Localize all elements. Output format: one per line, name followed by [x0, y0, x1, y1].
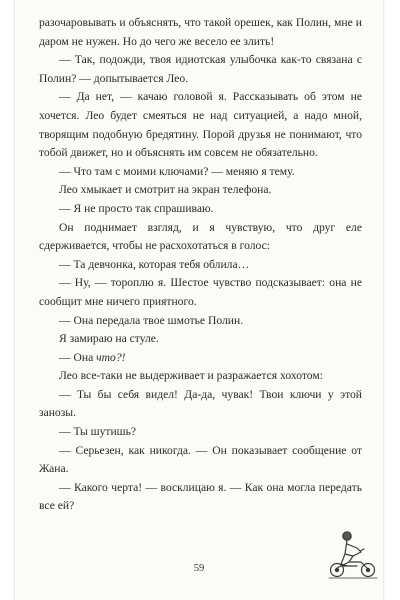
paragraph-5: Лео хмыкает и смотрит на экран телефона.	[59, 183, 272, 197]
paragraph-8: — Та девчонка, которая тебя облила…	[59, 257, 250, 271]
paragraph-12-lead: — Она	[59, 350, 97, 364]
paragraph-7: Он поднимает взгляд, и я чувствую, что друг еле сдерживается, чтобы не расхохотаться в голос:	[39, 220, 362, 253]
paragraph-11: Я замираю на стуле.	[59, 332, 159, 346]
paragraph-17: — Какого черта! — восклицаю я. — Как она могла передать все ей?	[39, 480, 362, 513]
paragraph-12	[39, 349, 362, 368]
paragraph-14: — Ты бы себя видел! Да-да, чувак! Твои ключи у этой занозы.	[39, 387, 362, 420]
paragraph-13: Лео все-таки не выдерживает и разражается хохотом:	[59, 369, 323, 383]
paragraph-10: — Она передала твое шмотье Полин.	[59, 313, 244, 327]
paragraph-6: — Я не просто так спрашиваю.	[59, 201, 214, 215]
book-page	[14, 0, 384, 600]
paragraph-3: — Да нет, — качаю головой я. Рассказывать об этом не хочется. Лео будет смеяться не над ситуацией, а надо мной, творящим подобную бредятину. Порой друзья не понимают, что тобой движет, но и объяснять им совсем не обязательно.	[39, 90, 362, 160]
paragraph-12-emphasis: что?!	[96, 350, 126, 364]
paragraph-2: — Так, подожди, твоя идиотская улыбочка как-то связана с Полин? — допытывается Лео.	[39, 53, 362, 85]
paragraph-4: — Что там с моими ключами? — меняю я тему.	[59, 164, 295, 178]
paragraph-15: — Ты шутишь?	[59, 425, 137, 439]
page-body-text	[39, 14, 362, 516]
paragraph-9: — Ну, — тороплю я. Шестое чувство подсказывает: она не сообщит мне ничего приятного.	[39, 276, 362, 308]
paragraph-1: разочаровывать и объяснять, что такой орешек, как Полин, мне и даром не нужен. Но до чего же весело ее злить!	[39, 16, 362, 48]
page-number: 59	[193, 563, 205, 574]
motorcycle-rider-illustration-icon	[327, 522, 379, 586]
paragraph-16: — Серьезен, как никогда. — Он показывает сообщение от Жана.	[39, 443, 362, 476]
